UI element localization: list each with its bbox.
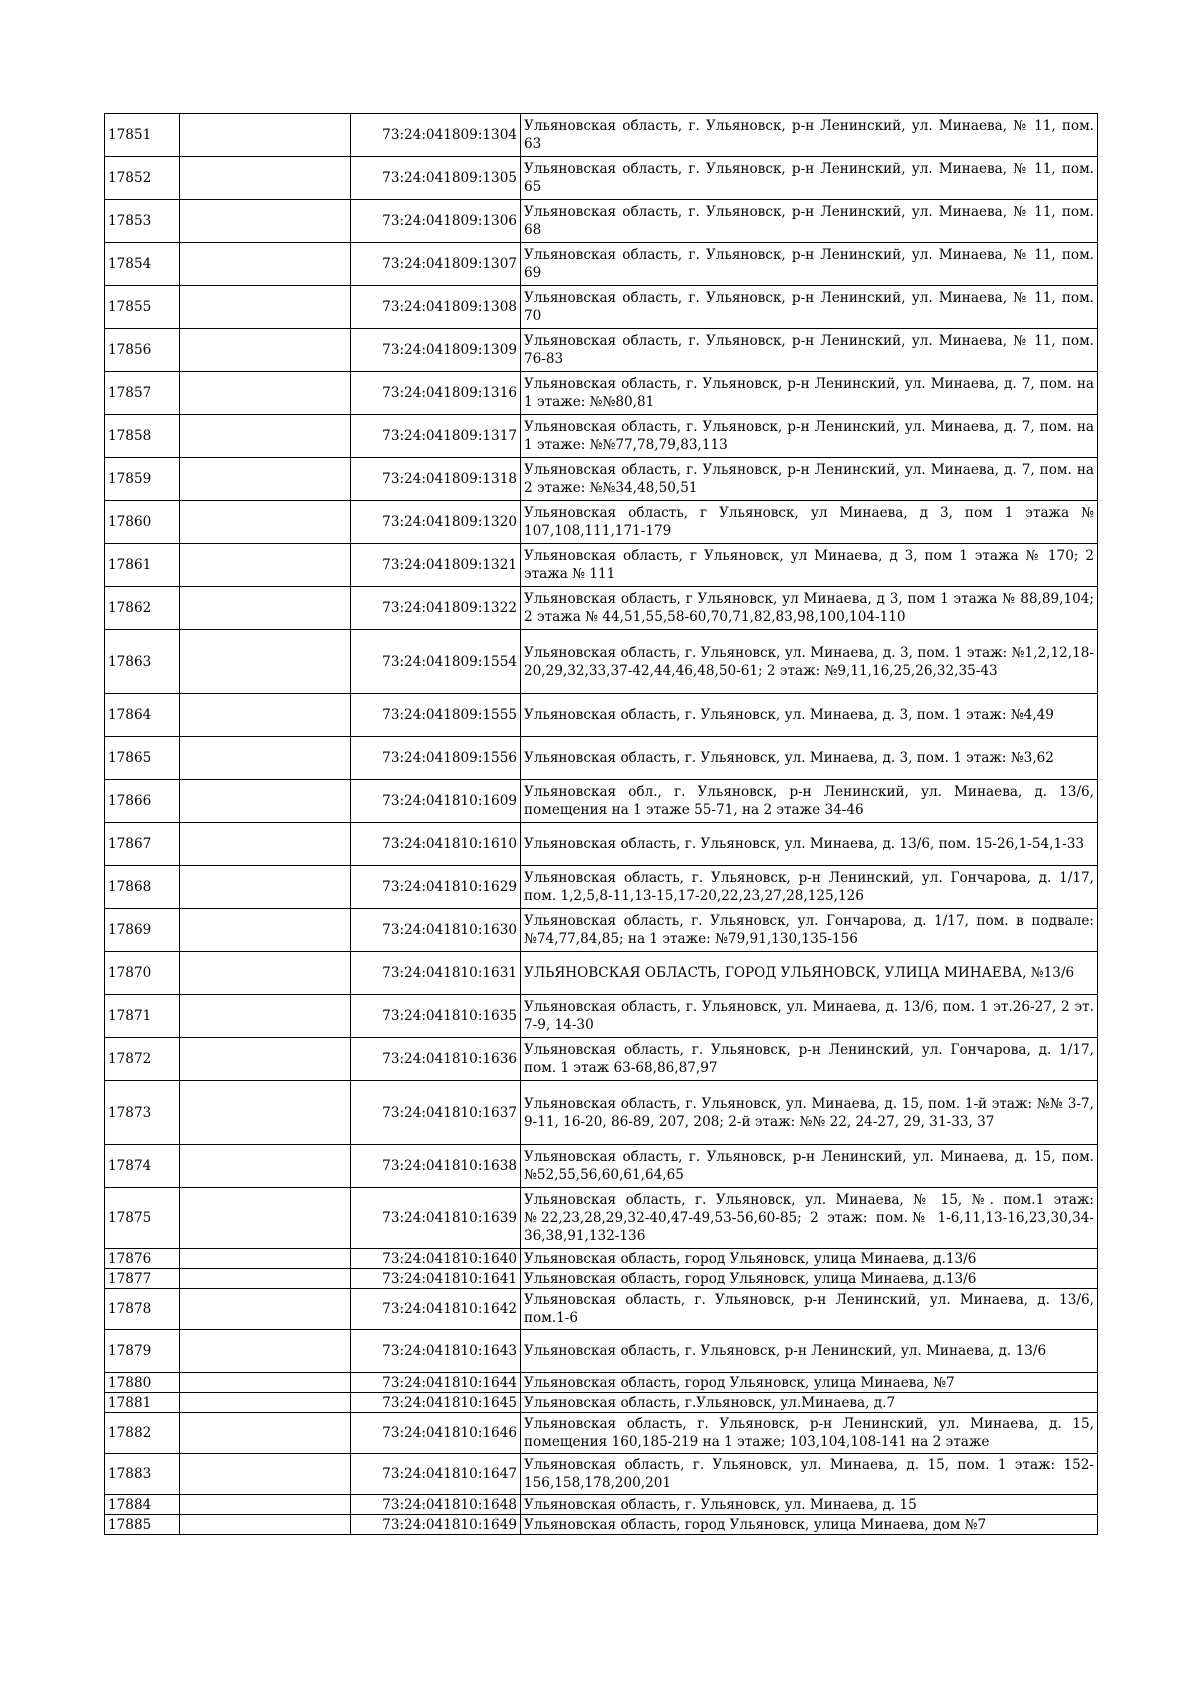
address-cell: Ульяновская область, г. Ульяновск, р-н Ленинский, ул. Гончарова, д. 1/17, пом. 1,2,5,8-11,13-15,17-20,22,23,27,28,125,126	[521, 866, 1098, 909]
address-cell: Ульяновская область, город Ульяновск, улица Минаева, д.13/6	[521, 1269, 1098, 1289]
empty-cell	[180, 544, 351, 587]
empty-cell	[180, 415, 351, 458]
row-number-cell: 17884	[105, 1495, 180, 1515]
row-number-cell: 17874	[105, 1145, 180, 1188]
empty-cell	[180, 114, 351, 157]
cadastral-number-cell: 73:24:041810:1642	[351, 1289, 521, 1330]
row-number-cell: 17851	[105, 114, 180, 157]
address-cell: Ульяновская область, г. Ульяновск, ул. Минаева, д. 13/6, пом. 1 эт.26-27, 2 эт. 7-9, 14-30	[521, 995, 1098, 1038]
address-cell: Ульяновская область, г. Ульяновск, ул. Минаева, д. 15	[521, 1495, 1098, 1515]
empty-cell	[180, 1145, 351, 1188]
cadastral-number-cell: 73:24:041810:1646	[351, 1413, 521, 1454]
cadastral-number-cell: 73:24:041810:1645	[351, 1393, 521, 1413]
row-number-cell: 17871	[105, 995, 180, 1038]
row-number-cell: 17872	[105, 1038, 180, 1081]
cadastral-number-cell: 73:24:041809:1316	[351, 372, 521, 415]
row-number-cell: 17869	[105, 909, 180, 952]
cadastral-number-cell: 73:24:041809:1554	[351, 630, 521, 694]
table-row	[105, 909, 1098, 952]
registry-table	[104, 113, 1098, 1535]
table-row	[105, 1081, 1098, 1145]
row-number-cell: 17856	[105, 329, 180, 372]
cadastral-number-cell: 73:24:041809:1307	[351, 243, 521, 286]
row-number-cell: 17854	[105, 243, 180, 286]
address-cell: Ульяновская область, город Ульяновск, улица Минаева, д.13/6	[521, 1249, 1098, 1269]
address-cell: Ульяновская область, г. Ульяновск, р-н Ленинский, ул. Минаева, д. 15, пом. №52,55,56,60,61,64,65	[521, 1145, 1098, 1188]
empty-cell	[180, 995, 351, 1038]
cadastral-number-cell: 73:24:041810:1636	[351, 1038, 521, 1081]
address-cell: Ульяновская обл., г. Ульяновск, р-н Ленинский, ул. Минаева, д. 13/6, помещения на 1 этаже 55-71, на 2 этаже 34-46	[521, 780, 1098, 823]
table-row	[105, 1188, 1098, 1249]
table-row	[105, 630, 1098, 694]
address-cell: Ульяновская область, г. Ульяновск, ул. Гончарова, д. 1/17, пом. в подвале: №74,77,84,85; на 1 этаже: №79,91,130,135-156	[521, 909, 1098, 952]
row-number-cell: 17868	[105, 866, 180, 909]
empty-cell	[180, 1454, 351, 1495]
empty-cell	[180, 909, 351, 952]
address-cell: Ульяновская область, г Ульяновск, ул Минаева, д 3, пом 1 этажа № 107,108,111,171-179	[521, 501, 1098, 544]
cadastral-number-cell: 73:24:041809:1555	[351, 694, 521, 737]
table-row	[105, 1038, 1098, 1081]
table-row	[105, 544, 1098, 587]
cadastral-number-cell: 73:24:041809:1306	[351, 200, 521, 243]
address-cell: Ульяновская область, г. Ульяновск, р-н Ленинский, ул. Минаева, д. 7, пом. на 2 этаже: №№34,48,50,51	[521, 458, 1098, 501]
empty-cell	[180, 780, 351, 823]
address-cell: Ульяновская область, г. Ульяновск, ул. Минаева, д. 15, пом. 1 этаж: 152-156,158,178,200,201	[521, 1454, 1098, 1495]
table-row	[105, 501, 1098, 544]
address-cell: Ульяновская область, г. Ульяновск, р-н Ленинский, ул. Минаева, № 11, пом. 69	[521, 243, 1098, 286]
table-row	[105, 1145, 1098, 1188]
table-row	[105, 995, 1098, 1038]
table-row	[105, 1495, 1098, 1515]
cadastral-number-cell: 73:24:041810:1635	[351, 995, 521, 1038]
cadastral-number-cell: 73:24:041810:1631	[351, 952, 521, 995]
table-row	[105, 737, 1098, 780]
row-number-cell: 17852	[105, 157, 180, 200]
address-cell: Ульяновская область, г. Ульяновск, р-н Ленинский, ул. Минаева, № 11, пом. 68	[521, 200, 1098, 243]
address-cell: Ульяновская область, г. Ульяновск, р-н Ленинский, ул. Минаева, № 11, пом. 63	[521, 114, 1098, 157]
table-row	[105, 1413, 1098, 1454]
address-cell: Ульяновская область, г. Ульяновск, ул. Минаева, д. 3, пом. 1 этаж: №1,2,12,18-20,29,32,33,37-42,44,46,48,50-61; 2 этаж: №9,11,16,25,26,32,35-43	[521, 630, 1098, 694]
row-number-cell: 17878	[105, 1289, 180, 1330]
cadastral-number-cell: 73:24:041810:1629	[351, 866, 521, 909]
table-row	[105, 780, 1098, 823]
table-row	[105, 243, 1098, 286]
row-number-cell: 17861	[105, 544, 180, 587]
table-row	[105, 952, 1098, 995]
empty-cell	[180, 157, 351, 200]
cadastral-number-cell: 73:24:041810:1644	[351, 1373, 521, 1393]
empty-cell	[180, 1249, 351, 1269]
cadastral-number-cell: 73:24:041810:1641	[351, 1269, 521, 1289]
cadastral-number-cell: 73:24:041810:1610	[351, 823, 521, 866]
address-cell: Ульяновская область, г. Ульяновск, р-н Ленинский, ул. Минаева, № 11, пом. 76-83	[521, 329, 1098, 372]
row-number-cell: 17882	[105, 1413, 180, 1454]
empty-cell	[180, 1188, 351, 1249]
row-number-cell: 17881	[105, 1393, 180, 1413]
row-number-cell: 17857	[105, 372, 180, 415]
empty-cell	[180, 737, 351, 780]
address-cell: Ульяновская область, г. Ульяновск, р-н Ленинский, ул. Минаева, № 11, пом. 65	[521, 157, 1098, 200]
empty-cell	[180, 823, 351, 866]
address-cell: Ульяновская область, г. Ульяновск, ул. Минаева, д. 13/6, пом. 15-26,1-54,1-33	[521, 823, 1098, 866]
empty-cell	[180, 694, 351, 737]
row-number-cell: 17859	[105, 458, 180, 501]
cadastral-number-cell: 73:24:041809:1320	[351, 501, 521, 544]
empty-cell	[180, 200, 351, 243]
cadastral-number-cell: 73:24:041810:1640	[351, 1249, 521, 1269]
empty-cell	[180, 1330, 351, 1373]
address-cell: Ульяновская область, г Ульяновск, ул Минаева, д 3, пом 1 этажа № 88,89,104; 2 этажа № 44,51,55,58-60,70,71,82,83,98,100,104-110	[521, 587, 1098, 630]
empty-cell	[180, 1393, 351, 1413]
row-number-cell: 17870	[105, 952, 180, 995]
table-row	[105, 1330, 1098, 1373]
empty-cell	[180, 1495, 351, 1515]
table-row	[105, 1393, 1098, 1413]
table-row	[105, 694, 1098, 737]
row-number-cell: 17880	[105, 1373, 180, 1393]
cadastral-number-cell: 73:24:041810:1647	[351, 1454, 521, 1495]
table-row	[105, 866, 1098, 909]
address-cell: Ульяновская область, г. Ульяновск, р-н Ленинский, ул. Минаева, д. 13/6, пом.1-6	[521, 1289, 1098, 1330]
cadastral-number-cell: 73:24:041810:1649	[351, 1515, 521, 1535]
empty-cell	[180, 952, 351, 995]
cadastral-number-cell: 73:24:041810:1643	[351, 1330, 521, 1373]
address-cell: Ульяновская область, г. Ульяновск, ул. Минаева, д. 3, пом. 1 этаж: №4,49	[521, 694, 1098, 737]
address-cell: Ульяновская область, г. Ульяновск, р-н Ленинский, ул. Минаева, д. 13/6	[521, 1330, 1098, 1373]
table-row	[105, 1289, 1098, 1330]
table-row	[105, 1249, 1098, 1269]
empty-cell	[180, 286, 351, 329]
empty-cell	[180, 630, 351, 694]
cadastral-number-cell: 73:24:041809:1321	[351, 544, 521, 587]
cadastral-number-cell: 73:24:041809:1556	[351, 737, 521, 780]
cadastral-number-cell: 73:24:041810:1637	[351, 1081, 521, 1145]
cadastral-number-cell: 73:24:041809:1322	[351, 587, 521, 630]
address-cell: Ульяновская область, г. Ульяновск, р-н Ленинский, ул. Минаева, д. 7, пом. на 1 этаже: №№77,78,79,83,113	[521, 415, 1098, 458]
empty-cell	[180, 866, 351, 909]
table-row	[105, 329, 1098, 372]
row-number-cell: 17860	[105, 501, 180, 544]
row-number-cell: 17862	[105, 587, 180, 630]
address-cell: УЛЬЯНОВСКАЯ ОБЛАСТЬ, ГОРОД УЛЬЯНОВСК, УЛИЦА МИНАЕВА, №13/6	[521, 952, 1098, 995]
cadastral-number-cell: 73:24:041809:1309	[351, 329, 521, 372]
empty-cell	[180, 1081, 351, 1145]
row-number-cell: 17866	[105, 780, 180, 823]
cadastral-number-cell: 73:24:041810:1639	[351, 1188, 521, 1249]
table-row	[105, 114, 1098, 157]
row-number-cell: 17883	[105, 1454, 180, 1495]
empty-cell	[180, 1373, 351, 1393]
table-row	[105, 1515, 1098, 1535]
table-row	[105, 415, 1098, 458]
address-cell: Ульяновская область, г. Ульяновск, р-н Ленинский, ул. Минаева, № 11, пом. 70	[521, 286, 1098, 329]
row-number-cell: 17877	[105, 1269, 180, 1289]
address-cell: Ульяновская область, город Ульяновск, улица Минаева, №7	[521, 1373, 1098, 1393]
cadastral-number-cell: 73:24:041810:1638	[351, 1145, 521, 1188]
empty-cell	[180, 243, 351, 286]
address-cell: Ульяновская область, г. Ульяновск, ул. Минаева, д. 3, пом. 1 этаж: №3,62	[521, 737, 1098, 780]
address-cell: Ульяновская область, г.Ульяновск, ул.Минаева, д.7	[521, 1393, 1098, 1413]
table-row	[105, 587, 1098, 630]
empty-cell	[180, 1269, 351, 1289]
row-number-cell: 17885	[105, 1515, 180, 1535]
empty-cell	[180, 1515, 351, 1535]
cadastral-number-cell: 73:24:041810:1609	[351, 780, 521, 823]
address-cell: Ульяновская область, г. Ульяновск, р-н Ленинский, ул. Минаева, д. 7, пом. на 1 этаже: №№80,81	[521, 372, 1098, 415]
address-cell: Ульяновская область, г. Ульяновск, р-н Ленинский, ул. Гончарова, д. 1/17, пом. 1 этаж 63-68,86,87,97	[521, 1038, 1098, 1081]
row-number-cell: 17855	[105, 286, 180, 329]
row-number-cell: 17858	[105, 415, 180, 458]
row-number-cell: 17853	[105, 200, 180, 243]
row-number-cell: 17873	[105, 1081, 180, 1145]
address-cell: Ульяновская область, г. Ульяновск, р-н Ленинский, ул. Минаева, д. 15, помещения 160,185-219 на 1 этаже; 103,104,108-141 на 2 этаже	[521, 1413, 1098, 1454]
cadastral-number-cell: 73:24:041809:1304	[351, 114, 521, 157]
empty-cell	[180, 372, 351, 415]
row-number-cell: 17863	[105, 630, 180, 694]
table-row	[105, 200, 1098, 243]
registry-table-body	[105, 114, 1098, 1535]
row-number-cell: 17865	[105, 737, 180, 780]
cadastral-number-cell: 73:24:041810:1630	[351, 909, 521, 952]
row-number-cell: 17879	[105, 1330, 180, 1373]
table-row	[105, 1373, 1098, 1393]
empty-cell	[180, 329, 351, 372]
cadastral-number-cell: 73:24:041809:1305	[351, 157, 521, 200]
table-row	[105, 823, 1098, 866]
empty-cell	[180, 458, 351, 501]
table-row	[105, 1454, 1098, 1495]
row-number-cell: 17867	[105, 823, 180, 866]
cadastral-number-cell: 73:24:041809:1318	[351, 458, 521, 501]
address-cell: Ульяновская область, г Ульяновск, ул Минаева, д 3, пом 1 этажа № 170; 2 этажа № 111	[521, 544, 1098, 587]
address-cell: Ульяновская область, г. Ульяновск, ул. Минаева, № 15, №. пом.1 этаж:№22,23,28,29,32-40,47-49,53-56,60-85; 2 этаж: пом.№ 1-6,11,13-16,23,30,34-36,38,91,132-136	[521, 1188, 1098, 1249]
table-row	[105, 286, 1098, 329]
empty-cell	[180, 1038, 351, 1081]
row-number-cell: 17875	[105, 1188, 180, 1249]
empty-cell	[180, 501, 351, 544]
table-row	[105, 1269, 1098, 1289]
empty-cell	[180, 1413, 351, 1454]
empty-cell	[180, 587, 351, 630]
row-number-cell: 17864	[105, 694, 180, 737]
cadastral-number-cell: 73:24:041809:1308	[351, 286, 521, 329]
row-number-cell: 17876	[105, 1249, 180, 1269]
table-row	[105, 458, 1098, 501]
table-row	[105, 157, 1098, 200]
table-row	[105, 372, 1098, 415]
cadastral-number-cell: 73:24:041810:1648	[351, 1495, 521, 1515]
cadastral-number-cell: 73:24:041809:1317	[351, 415, 521, 458]
empty-cell	[180, 1289, 351, 1330]
address-cell: Ульяновская область, г. Ульяновск, ул. Минаева, д. 15, пом. 1-й этаж: №№ 3-7, 9-11, 16-20, 86-89, 207, 208; 2-й этаж: №№ 22, 24-27, 29, 31-33, 37	[521, 1081, 1098, 1145]
address-cell: Ульяновская область, город Ульяновск, улица Минаева, дом №7	[521, 1515, 1098, 1535]
